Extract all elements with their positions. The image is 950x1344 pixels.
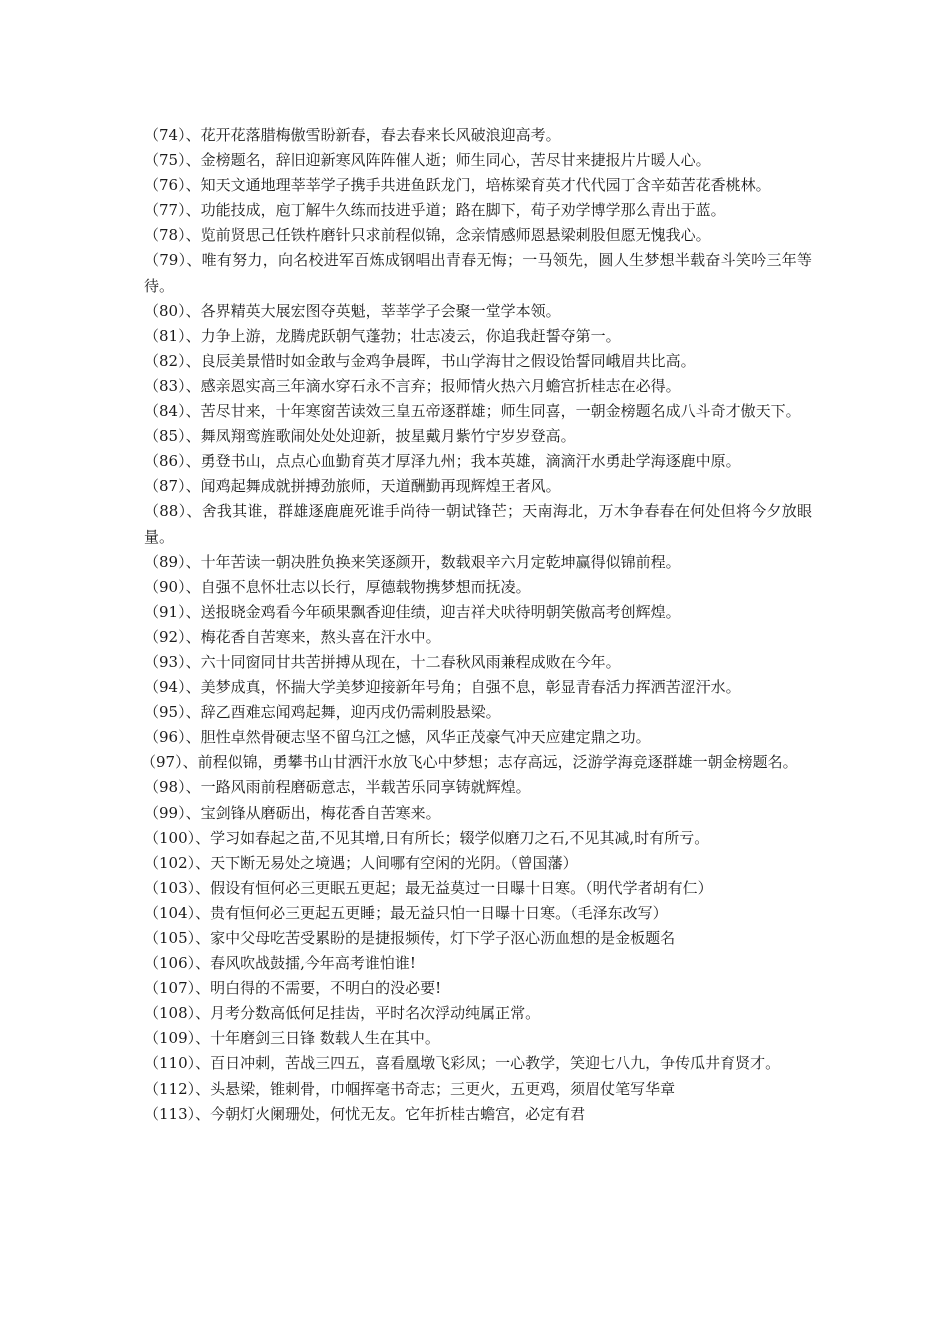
slogan-entry-109: （109）、十年磨剑三日锋 数载人生在其中。 [144, 1029, 440, 1048]
slogan-entry-80: （80）、各界精英大展宏图夺英魁，莘莘学子会聚一堂学本领。 [144, 301, 561, 320]
document-body [141, 123, 812, 1127]
slogan-entry-79: （79）、唯有努力，向名校进军百炼成钢唱出青春无悔；一马领先，圆人生梦想半载奋斗笑吟三年等待。 [144, 251, 812, 295]
slogan-entry-76: （76）、知天文通地理莘莘学子携手共进鱼跃龙门，培栋梁育英才代代园丁含辛茹苦花香桃林。 [144, 176, 771, 195]
slogan-entry-75: （75）、金榜题名，辞旧迎新寒风阵阵催人逝；师生同心，苦尽甘来捷报片片暖人心。 [144, 151, 711, 170]
slogan-entry-113: （113）、今朝灯火阑珊处，何忧无友。它年折桂古蟾宫，必定有君 [144, 1104, 586, 1123]
slogan-entry-107: （107）、明白得的不需要，不明白的没必要! [144, 979, 442, 998]
slogan-entry-99: （99）、宝剑锋从磨砺出，梅花香自苦寒来。 [144, 803, 441, 822]
slogan-entry-97: （97）、前程似锦，勇攀书山甘洒汗水放飞心中梦想；志存高远，泛游学海竞逐群雄一朝金榜题名。 [141, 753, 798, 772]
slogan-entry-105: （105）、家中父母吃苦受累盼的是捷报频传，灯下学子沤心沥血想的是金板题名 [144, 929, 676, 947]
slogan-entry-104: （104）、贵有恒何必三更起五更睡；最无益只怕一日曝十日寒。（毛泽东改写） [144, 903, 668, 922]
slogan-entry-95: （95）、辞乙酉难忘闻鸡起舞，迎丙戌仍需刺股悬梁。 [144, 703, 501, 722]
slogan-entry-93: （93）、六十同窗同甘共苦拼搏从现在，十二春秋风雨兼程成败在今年。 [144, 652, 621, 671]
slogan-entry-86: （86）、勇登书山，点点心血勤育英才厚泽九州；我本英雄，滴滴汗水勇赴学海逐鹿中原。 [144, 452, 741, 471]
slogan-entry-100: （100）、学习如春起之苗,不见其增,日有所长；辍学似磨刀之石,不见其减,时有所亏。 [144, 828, 710, 847]
slogan-entry-108: （108）、月考分数高低何足挂齿，平时名次浮动纯属正常。 [144, 1004, 541, 1023]
slogan-entry-94: （94）、美梦成真，怀揣大学美梦迎接新年号角；自强不息，彰显青春活力挥洒苦涩汗水。 [144, 678, 741, 697]
slogan-entry-82: （82）、良辰美景惜时如金敢与金鸡争晨晖，书山学海甘之假设饴誓同峨眉共比高。 [144, 351, 696, 370]
slogan-entry-103: （103）、假设有恒何必三更眠五更起；最无益莫过一日曝十日寒。（明代学者胡有仁） [144, 878, 713, 897]
slogan-entry-85: （85）、舞凤翔鸾旌歌闹处处处迎新，披星戴月紫竹宁岁岁登高。 [144, 427, 576, 446]
slogan-entry-77: （77）、功能技成，庖丁解牛久练而技进乎道；路在脚下，荀子劝学博学那么青出于蓝。 [144, 201, 726, 220]
slogan-entry-112: （112）、头悬梁，锥刺骨，巾帼挥毫书奇志；三更火，五更鸡，须眉仗笔写华章 [144, 1079, 676, 1098]
slogan-entry-102: （102）、天下断无易处之境遇；人间哪有空闲的光阴。（曾国藩） [144, 853, 578, 872]
slogan-entry-78: （78）、览前贤思己任铁杵磨针只求前程似锦，念亲情感师恩悬梁刺股但愿无愧我心。 [144, 226, 711, 245]
slogan-entry-92: （92）、梅花香自苦寒来，熬头喜在汗水中。 [144, 627, 441, 646]
slogan-entry-83: （83）、感亲恩实高三年滴水穿石永不言弃；报师情火热六月蟾宫折桂志在必得。 [144, 376, 681, 395]
slogan-entry-106: （106）、春风吹战鼓擂,今年高考谁怕谁! [144, 954, 416, 973]
slogan-entry-91: （91）、送报晓金鸡看今年硕果飘香迎佳绩，迎吉祥犬吠待明朝笑傲高考创辉煌。 [144, 602, 681, 621]
slogan-entry-88: （88）、舍我其谁，群雄逐鹿鹿死谁手尚待一朝试锋芒；天南海北，万木争春春在何处但将今夕放眼量。 [144, 502, 812, 546]
slogan-entry-89: （89）、十年苦读一朝决胜负换来笑逐颜开，数载艰辛六月定乾坤赢得似锦前程。 [144, 552, 681, 571]
slogan-entry-90: （90）、自强不息怀壮志以长行，厚德载物携梦想而抚凌。 [144, 577, 531, 596]
slogan-entry-98: （98）、一路风雨前程磨砺意志，半载苦乐同享铸就辉煌。 [144, 778, 531, 797]
slogan-entry-81: （81）、力争上游，龙腾虎跃朝气蓬勃；壮志凌云，你追我赶誓夺第一。 [144, 326, 621, 345]
slogan-entry-84: （84）、苦尽甘来，十年寒窗苦读效三皇五帝逐群雄；师生同喜，一朝金榜题名成八斗奇才傲天下。 [144, 402, 801, 421]
slogan-entry-96: （96）、胆性卓然骨硬志坚不留乌江之憾，风华正茂豪气冲天应建定鼎之功。 [144, 728, 651, 747]
slogan-entry-110: （110）、百日冲刺，苦战三四五，喜看凰墩飞彩凤；一心教学，笑迎七八九，争传瓜井育贤才。 [144, 1054, 781, 1073]
slogan-entry-87: （87）、闻鸡起舞成就拼搏劲旅师，天道酬勤再现辉煌王者风。 [144, 477, 561, 496]
slogan-entry-74: （74）、花开花落腊梅傲雪盼新春，春去春来长风破浪迎高考。 [144, 126, 561, 144]
